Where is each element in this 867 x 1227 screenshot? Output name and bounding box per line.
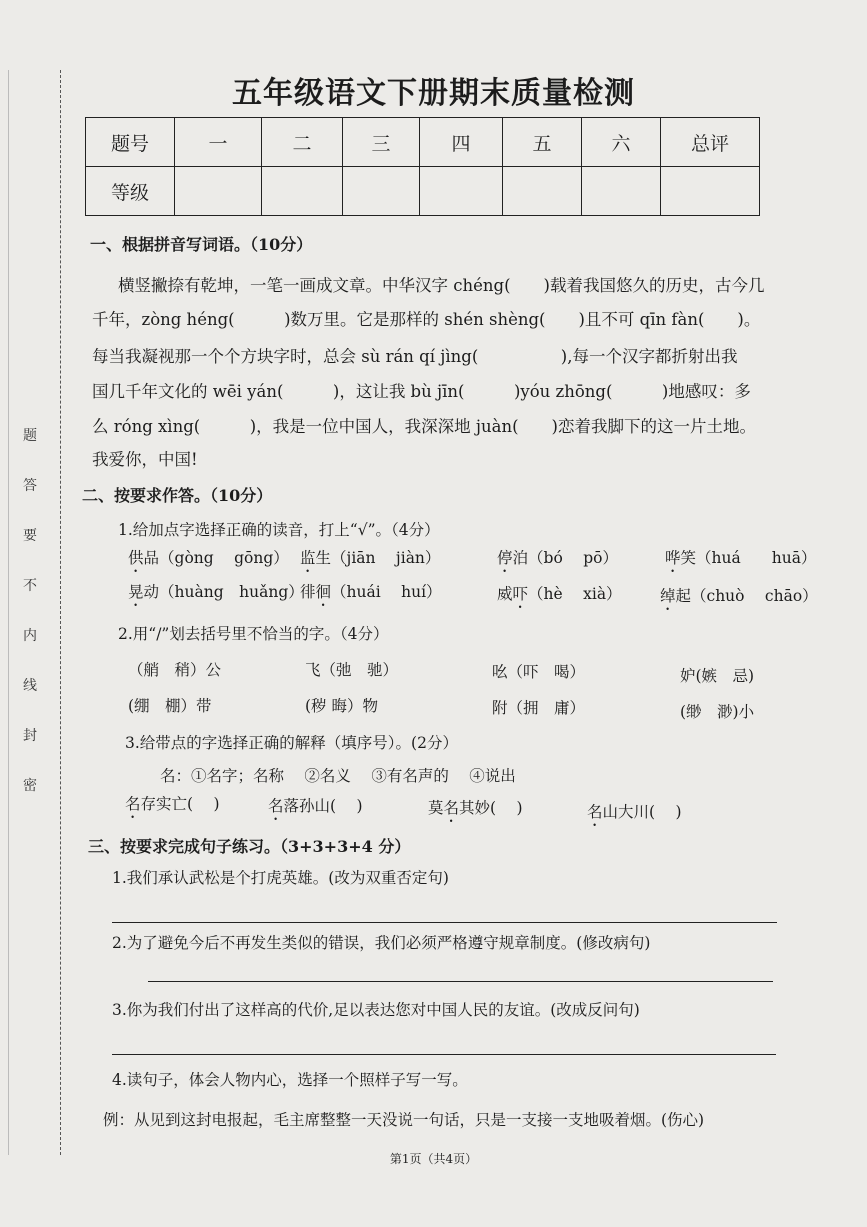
- s2-q3-prompt: 3.给带点的字选择正确的解释（填序号）。(2分）: [125, 734, 458, 752]
- meaning-item: 莫名其妙( ): [428, 799, 523, 817]
- binding-char: 要: [23, 528, 37, 544]
- binding-char: 线: [23, 678, 37, 694]
- section-2-heading: 二、按要求作答。（10分）: [82, 486, 273, 505]
- grade-input-cell[interactable]: [420, 167, 503, 216]
- meaning-item: 名落孙山( ): [268, 797, 363, 815]
- char-choice: 吆（吓 喝）: [492, 663, 586, 681]
- section-3-heading: 三、按要求完成句子练习。（3+3+3+4 分）: [88, 837, 411, 856]
- s1-line: 么 róng xìng( )，我是一位中国人，我深深地 juàn( )恋着我脚下的这一片土地。: [92, 417, 756, 436]
- s1-line: 横竖撇捺有乾坤，一笔一画成文章。中华汉字 chéng( )载着我国悠久的历史，古今几: [118, 276, 765, 295]
- score-table: [85, 117, 760, 216]
- score-cell: 等级: [86, 167, 175, 216]
- binding-char: 不: [23, 578, 37, 594]
- answer-line[interactable]: [112, 1054, 776, 1055]
- char-choice: (秽 晦）物: [305, 697, 378, 715]
- pinyin-choice: 绰起（chuò chāo）: [660, 587, 818, 605]
- section-1-heading: 一、根据拼音写词语。（10分）: [90, 235, 313, 254]
- grade-input-cell[interactable]: [343, 167, 420, 216]
- score-cell: 三: [343, 118, 420, 167]
- pinyin-choice: 供品（gòng gōng）: [128, 549, 289, 567]
- pinyin-choice: 哗笑（huá huā）: [665, 549, 817, 567]
- pinyin-choice: 监生（jiān jiàn）: [300, 549, 441, 567]
- grade-input-cell[interactable]: [175, 167, 262, 216]
- s3-q1: 1.我们承认武松是个打虎英雄。(改为双重否定句): [112, 869, 449, 887]
- char-choice: 飞（弛 驰）: [305, 661, 399, 679]
- pinyin-choice: 停泊（bó pō）: [497, 549, 618, 567]
- score-cell: 总评: [661, 118, 760, 167]
- grade-input-cell[interactable]: [582, 167, 661, 216]
- score-cell: 四: [420, 118, 503, 167]
- binding-dashed-line: [60, 70, 61, 1155]
- page-title: 五年级语文下册期末质量检测: [232, 76, 635, 111]
- binding-char: 题: [23, 428, 37, 444]
- grade-input-cell[interactable]: [661, 167, 760, 216]
- s1-line: 国几千年文化的 wēi yán( )，这让我 bù jīn( )yóu zhōng( )地感叹：多: [92, 382, 751, 401]
- meaning-item: 名存实亡( ): [125, 795, 220, 813]
- s3-q2: 2.为了避免今后不再发生类似的错误，我们必须严格遵守规章制度。(修改病句): [112, 934, 651, 952]
- margin-rule: [8, 70, 9, 1155]
- s1-line: 每当我凝视那一个个方块字时，总会 sù rán qí jìng( ),每一个汉字都折射出我: [92, 347, 738, 366]
- s1-line: 我爱你，中国!: [92, 450, 198, 469]
- score-cell: 一: [175, 118, 262, 167]
- s2-q1-prompt: 1.给加点字选择正确的读音，打上“√”。（4分）: [118, 521, 440, 539]
- binding-char: 封: [23, 728, 37, 744]
- pinyin-choice: 徘徊（huái huí）: [300, 583, 442, 601]
- s3-q4: 4.读句子，体会人物内心，选择一个照样子写一写。: [112, 1071, 468, 1089]
- meaning-item: 名山大川( ): [587, 803, 682, 821]
- s3-example: 例：从见到这封电报起，毛主席整整一天没说一句话，只是一支接一支地吸着烟。(伤心): [103, 1111, 705, 1129]
- grade-input-cell[interactable]: [262, 167, 343, 216]
- s2-q2-prompt: 2.用“/”划去括号里不恰当的字。（4分）: [118, 625, 389, 643]
- char-choice: (绷 棚）带: [128, 697, 212, 715]
- pinyin-choice: 威吓（hè xià）: [497, 585, 622, 603]
- s1-line: 千年，zòng héng( )数万里。它是那样的 shén shèng( )且不可 qīn fàn( )。: [92, 310, 761, 329]
- score-cell: 五: [503, 118, 582, 167]
- binding-char: 内: [23, 628, 37, 644]
- score-cell: 二: [262, 118, 343, 167]
- s2-q3-options: 名：①名字；名称 ②名义 ③有名声的 ④说出: [160, 767, 516, 785]
- s3-q3: 3.你为我们付出了这样高的代价,足以表达您对中国人民的友谊。(改成反问句): [112, 1001, 640, 1019]
- char-choice: （艄 稍）公: [128, 661, 222, 679]
- binding-char: 答: [23, 478, 37, 494]
- char-choice: (缈 渺)小: [680, 703, 755, 721]
- score-table-grade-row: [86, 167, 760, 216]
- answer-line[interactable]: [112, 922, 777, 923]
- score-cell: 六: [582, 118, 661, 167]
- grade-input-cell[interactable]: [503, 167, 582, 216]
- answer-line[interactable]: [148, 981, 773, 982]
- char-choice: 妒(嫉 忌): [680, 667, 755, 685]
- binding-margin-text: [16, 425, 44, 795]
- score-cell: 题号: [86, 118, 175, 167]
- binding-char: 密: [23, 778, 37, 794]
- page-footer: 第1页（共4页）: [389, 1152, 478, 1166]
- score-table-header-row: [86, 118, 760, 167]
- pinyin-choice: 晃动（huàng huǎng）: [128, 583, 304, 601]
- char-choice: 附（拥 庸）: [492, 699, 586, 717]
